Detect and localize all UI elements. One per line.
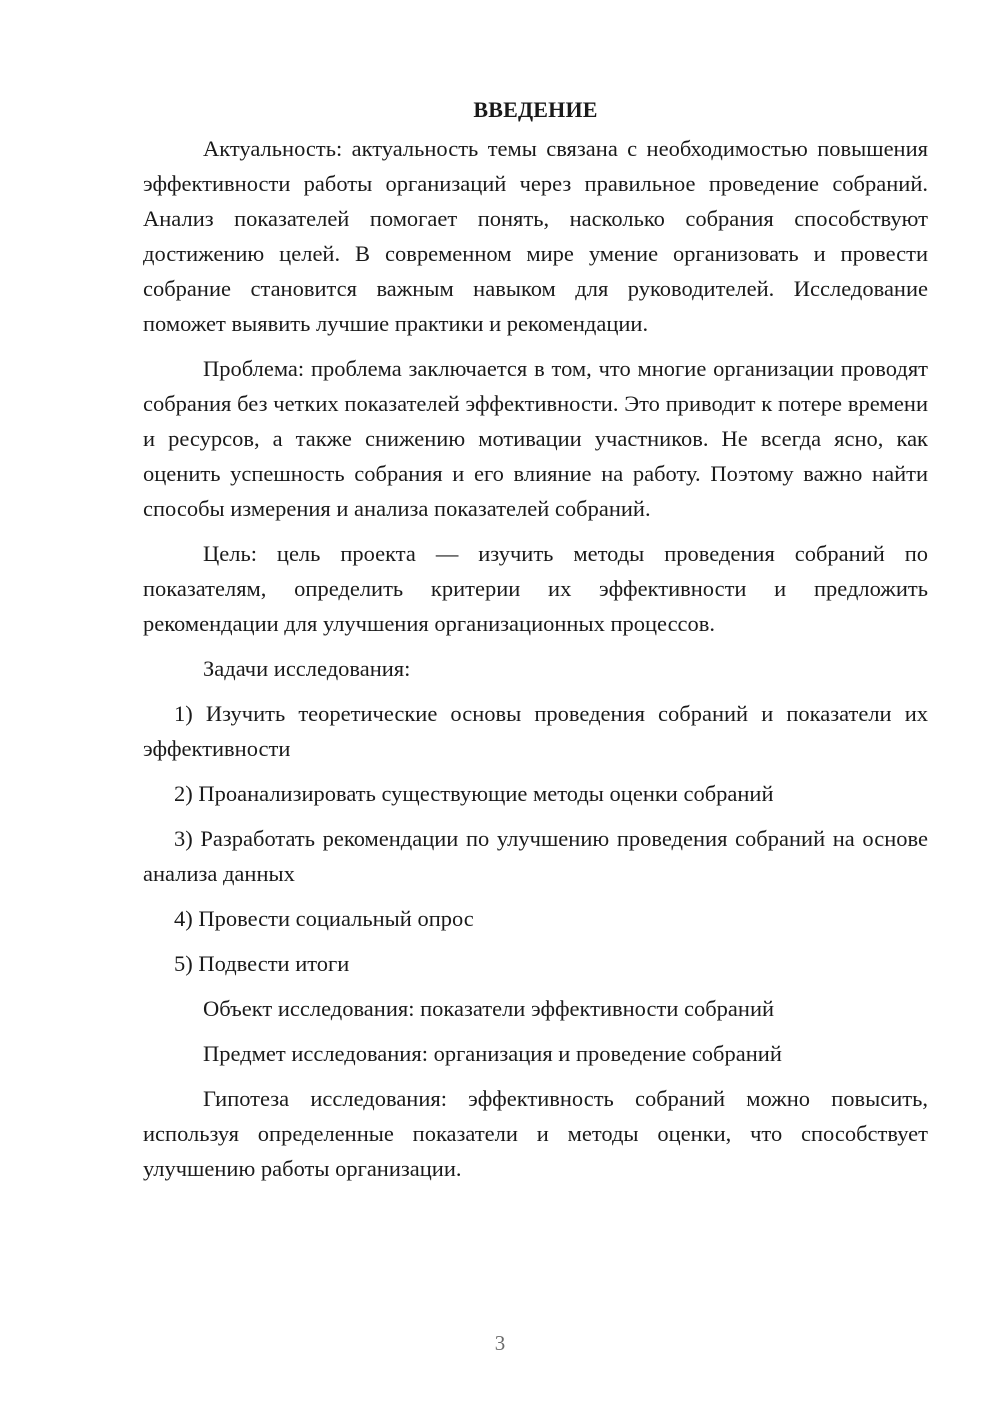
tasks-heading: Задачи исследования: [203, 656, 411, 681]
task-item: 5) Подвести итоги [174, 951, 350, 976]
document-page [143, 92, 928, 1196]
task-item: 1) Изучить теоретические основы проведения собраний и показатели их эффективности [143, 701, 928, 761]
paragraph-problem: Проблема: проблема заключается в том, что многие организации проводят собрания без четких показателей эффективности. Это приводит к потере времени и ресурсов, а также снижению мотивации участников. Не всегда ясно, как оценить успешность собрания и его влияние на работу. Поэтому важно найти способы измерения и анализа показателей собраний. [143, 356, 928, 521]
task-item: 3) Разработать рекомендации по улучшению проведения собраний на основе анализа данных [143, 826, 928, 886]
paragraph-goal: Цель: цель проекта — изучить методы проведения собраний по показателям, определить критерии их эффективности и предложить рекомендации для улучшения организационных процессов. [143, 541, 928, 636]
task-item: 2) Проанализировать существующие методы оценки собраний [174, 781, 774, 806]
paragraph-relevance: Актуальность: актуальность темы связана с необходимостью повышения эффективности работы организаций через правильное проведение собраний. Анализ показателей помогает понять, насколько собрания способствуют достижению целей. В современном мире умение организовать и провести собрание становится важным навыком для руководителей. Исследование поможет выявить лучшие практики и рекомендации. [143, 136, 928, 336]
research-object: Объект исследования: показатели эффективности собраний [203, 996, 775, 1021]
page-number: 3 [494, 1331, 506, 1355]
section-title: ВВЕДЕНИЕ [473, 97, 598, 122]
research-hypothesis: Гипотеза исследования: эффективность собраний можно повысить, используя определенные показатели и методы оценки, что способствует улучшению работы организации. [143, 1086, 928, 1181]
research-subject: Предмет исследования: организация и проведение собраний [203, 1041, 782, 1066]
task-item: 4) Провести социальный опрос [174, 906, 474, 931]
